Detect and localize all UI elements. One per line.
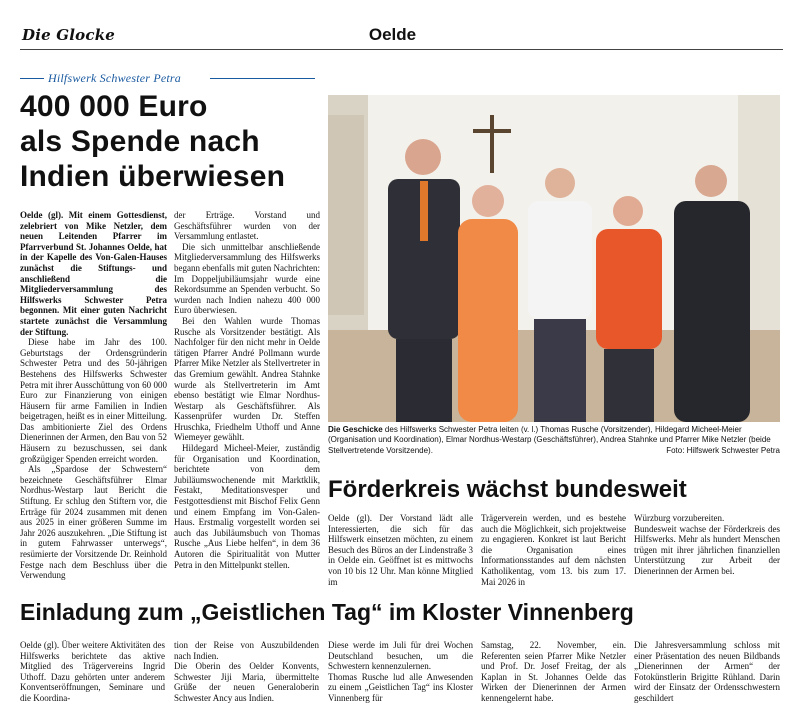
headline-line: als Spende nach: [20, 125, 260, 158]
group-photo: [328, 95, 780, 422]
group-photo-illustration: [328, 95, 780, 422]
caption-lead: Die Geschicke: [328, 425, 383, 434]
body-paragraph: Als „Spardose der Schwestern“ bezeichnete Geschäftsführer Elmar Nordhus-Westarp laut Bericht die Stiftung. Er schlug den Stiftern vor, die Erträge für 2024 zusammen mit denen aus 2025 in einer größeren Summe im Jahr 2026 auszukehren. „Die Stiftung ist in gutem Fahrwasser unterwegs“, resümierte der Vorsitzende Dr. Reinhold Festge nach dem Beschluss über die Verwendung: [20, 464, 167, 581]
article3-column-4: [481, 640, 626, 704]
section-title: Oelde: [368, 25, 417, 44]
article2-column-1: [328, 513, 473, 587]
article2-column-2: [481, 513, 626, 587]
article3-column-1: [20, 640, 165, 704]
body-paragraph: Oelde (gl). Über weitere Aktivitäten des Hilfswerks berichtete das aktive Mitglied des Trägervereins Ingrid Uthoff. Dazu gehörten unter anderem Konventseröffnungen, Seminare und die Koordina-: [20, 640, 165, 703]
photo-credit: Foto: Hilfswerk Schwester Petra: [666, 445, 780, 455]
article-headline: [20, 89, 320, 194]
body-paragraph: Diese habe im Jahr des 100. Geburtstags der Ordensgründerin Schwester Petra und des 50-jährigen Bestehens des Hilfswerks Schwester Petra mit ihrer Ausschüttung von 60 000 Euro zur Finanzierung von einigen Häusern für arme Familien in Indien beigetragen, heißt es in einer Mitteilung. Das ambitionierte Ziel des Ordens Dienerinnen der Armen, den Bau von 52 Häusern zu bezuschussen, sei dank großzügiger Spenden erreicht worden.: [20, 337, 167, 464]
photo-caption: [328, 425, 780, 456]
caption-text: des Hilfswerks Schwester Petra leiten (v. l.) Thomas Rusche (Vorsitzender), Hildegard Micheel-Meier (Organisation und Koordination), Elmar Nordhus-Westarp (Geschäftsführer), Andrea Stahnke und Pfarrer Mike Netzler (beide Stellvertretende Vorsitzende).: [328, 425, 771, 455]
article3-column-5: [634, 640, 780, 704]
body-paragraph: Diese werde im Juli für drei Wochen Deutschland besuchen, um die Schwestern kennenzulernen. Thomas Rusche lud alle Anwesenden zu einem „Geistlichen Tag“ ins Kloster Vinnenberg für: [328, 640, 473, 703]
masthead-rule: [20, 49, 783, 50]
headline-line: 400 000 Euro: [20, 90, 208, 123]
kicker-rule-left: [20, 78, 44, 79]
lead-text: Oelde (gl). Mit einem Gottesdienst, zelebriert von Mike Netzler, dem neuen Leitenden Pfarrer im Pfarrverbund St. Johannes Oelde, hat in der Kapelle des Von-Galen-Hauses zunächst die Stiftungs- und anschließend die Mitgliederversammlung des Hilfswerks Schwester Petra begonnen. Mit einer guten Nachricht startete zunächst die Versammlung der Stiftung.: [20, 210, 167, 337]
article2-column-3: [634, 513, 780, 577]
body-paragraph: Oelde (gl). Der Vorstand lädt alle Interessierten, die sich für das Hilfswerk einsetzen möchten, zu einem Besuch des Büros an der Lindenstraße 3 in Oelde ein. Geöffnet ist es mittwochs von 10 bis 12 Uhr. Man könne Mitglied im: [328, 513, 473, 587]
article3-column-3: [328, 640, 473, 704]
body-paragraph: Die Jahresversammlung schloss mit einer Präsentation des neuen Bildbands „Dienerinnen der Armen“ der Fotokünstlerin Brigitte Rühland. Darin wird der Einsatz der Ordensschwestern geschildert: [634, 640, 780, 703]
body-paragraph: tion der Reise von Auszubildenden nach Indien. Die Oberin des Oelder Konvents, Schwester Jiji Maria, übermittelte Grüße der neuen Generaloberin Schwester Ancy aus Indien.: [174, 640, 319, 703]
body-paragraph: Würzburg vorzubereiten. Bundesweit wachse der Förderkreis des Hilfswerks. Mehr als hundert Menschen trügen mit ihrer jährlichen finanziellen Unterstützung zur Arbeit der Dienerinnen der Armen bei.: [634, 513, 780, 576]
masthead-logo: Die Glocke: [22, 26, 116, 44]
headline-line: Indien überwiesen: [20, 160, 286, 193]
article3-column-2: [174, 640, 319, 704]
body-paragraph: Bei den Wahlen wurde Thomas Rusche als Vorsitzender bestätigt. Als Nachfolger für den nicht mehr in Oelde tätigen Pfarrer André Pollmann wurde Pfarrer Mike Netzler als Stellvertreter in das Gremium gewählt. Andrea Stahnke wurde als Stellvertreterin im Amt ebenso bestätigt wie Elmar Nordhus-Westarp als Geschäftsführer. Als Kassenprüfer wurden Dr. Steffen Hruschka, Friedhelm Uthoff und Anne Wiemeyer gewählt.: [174, 315, 320, 443]
body-paragraph: Hildegard Micheel-Meier, zuständig für Organisation und Koordination, berichtete von dem Jubiläumswochenende mit Marktklik, Festakt, Meditationsvesper und Festgottesdienst mit Bischof Felix Genn und einem Empfang im Von-Galen-Haus. Erstmalig vorgestellt worden sei auch das Jubiläumsbuch von Thomas Rusche „Aus Liebe helfen“, in dem 36 Autoren die Spiritualität von Mutter Petra in den Mittelpunkt stellen.: [174, 443, 320, 570]
article1-column-2: [174, 210, 320, 570]
kicker-rule-right: [210, 78, 315, 79]
article1-column-1: [20, 210, 167, 581]
body-paragraph: Die sich unmittelbar anschließende Mitgliederversammlung des Hilfswerks begann ebenfalls mit guten Nachrichten: Im Doppeljubiläumsjahr wurde eine Rekordsumme an Spenden verbucht. So wurden nach Indien nahezu 400 000 Euro überwiesen.: [174, 241, 320, 316]
article3-headline: Einladung zum „Geistlichen Tag“ im Kloster Vinnenberg: [20, 599, 634, 625]
body-paragraph: der Erträge. Vorstand und Geschäftsführer wurden von der Versammlung entlastet.: [174, 210, 320, 242]
body-paragraph: Samstag, 22. November, ein. Referenten seien Pfarrer Mike Netzler und Prof. Dr. Josef Freitag, der als Kaplan in St. Johannes Oelde das Wirken der Dienerinnen der Armen kennengelernt habe.: [481, 640, 626, 703]
article-kicker: Hilfswerk Schwester Petra: [48, 71, 181, 85]
lead-paragraph: [20, 210, 167, 337]
article2-headline: Förderkreis wächst bundesweit: [328, 476, 687, 503]
body-paragraph: Trägerverein werden, und es bestehe auch die Möglichkeit, sich projektweise zu engagieren. Konkret ist laut Bericht die Organisation eines Informationsstandes auf dem nächsten Katholikentag, vom 13. bis zum 17. Mai 2026 in: [481, 513, 626, 587]
